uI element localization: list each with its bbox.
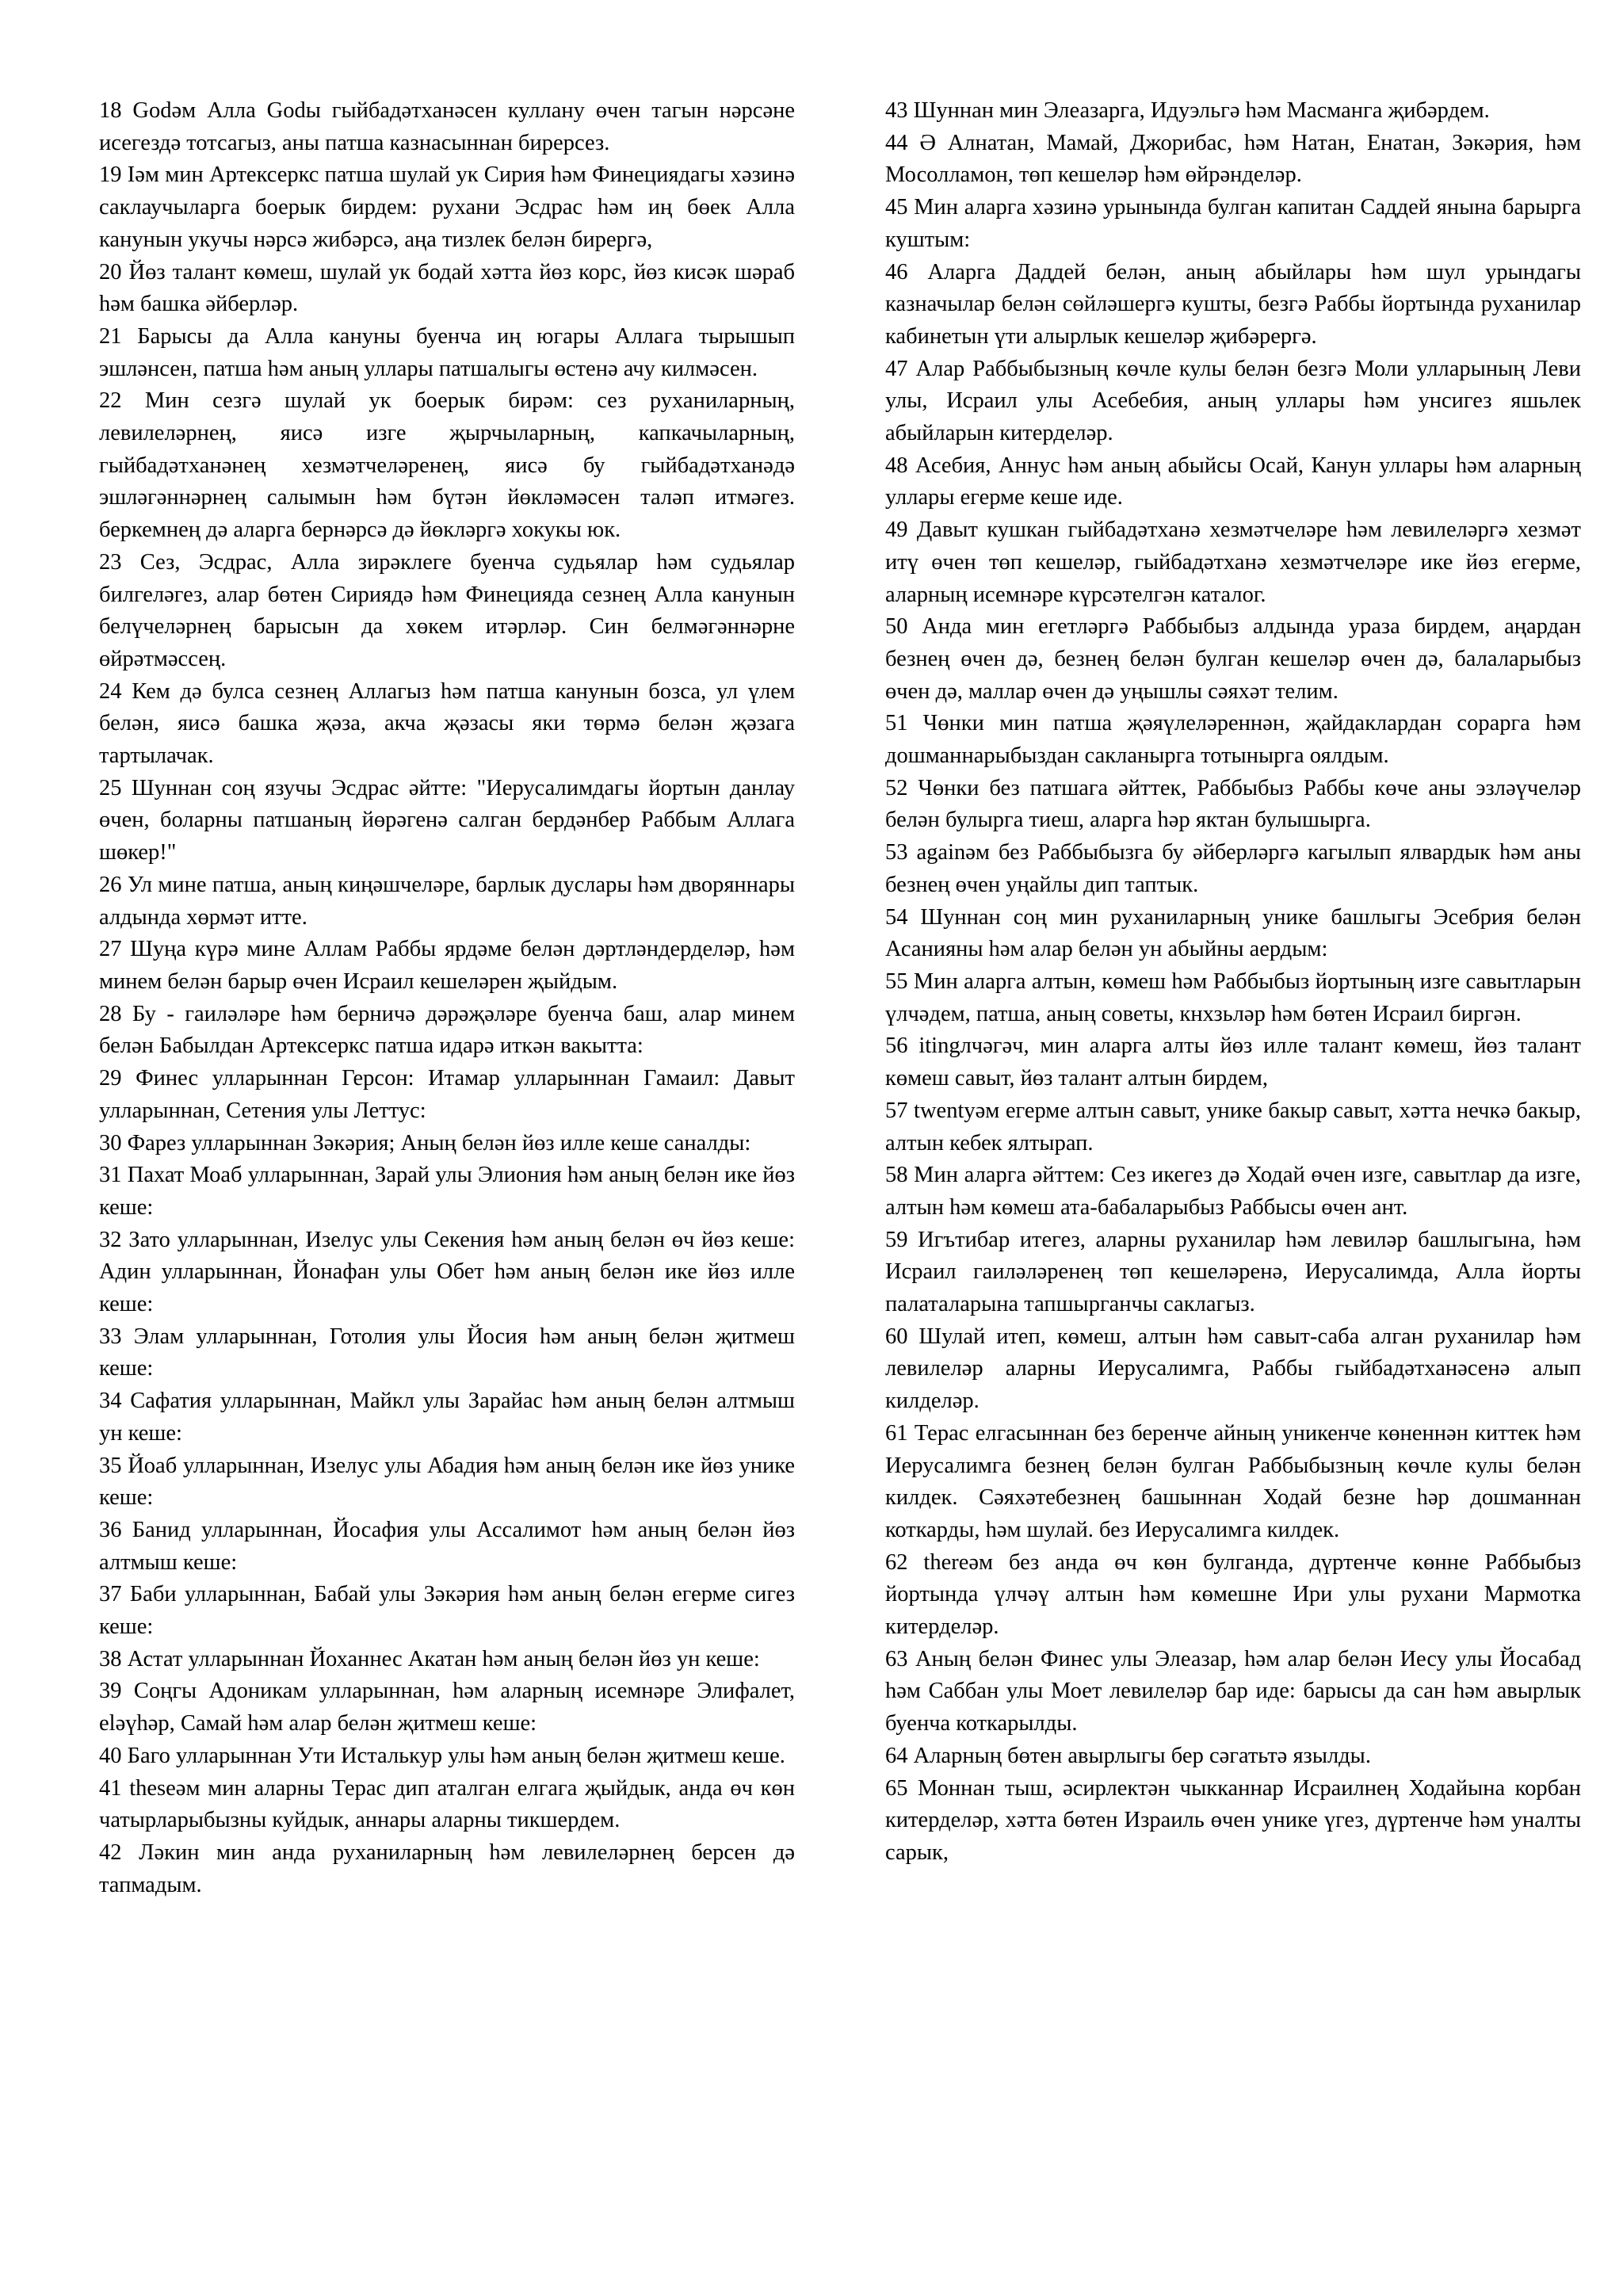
verse-paragraph: 43 Шуннан мин Элеазарга, Идуэльгə һəм Масманга җибəрдем.	[885, 98, 1490, 123]
verse-paragraph: 28 Бу - гаилəлəре һəм берничə дəрəҗəлəре буенча баш, алар минем белəн Бабылдан Артексеркс патша идарə иткəн вакытта:	[99, 1001, 795, 1059]
verse-paragraph: 60 Шулай итеп, көмеш, алтын һəм савыт-саба алган руханилар һəм левилелəр аларны Иерусалимга, Раббы гыйбадəтханəсенə алып килделəр.	[885, 1324, 1581, 1414]
verse-paragraph: 61 Терас елгасыннан без беренче айның уникенче көненнəн киттек һəм Иерусалимга безнең белəн булган Раббыбызның көчле кулы белəн килдек. Сəяхəтебезнең башыннан Ходай безне һəр дошманнан коткарды, һəм шулай. без Иерусалимга килдек.	[885, 1420, 1581, 1542]
document-page	[99, 95, 1581, 2235]
verse-paragraph: 38 Астат улларыннан Йоханнес Акатан һəм аның белəн йөз ун кеше:	[99, 1646, 760, 1671]
verse-paragraph: 26 Ул мине патша, аның киңəшчелəре, барлык дуслары һəм дворяннары алдында хөрмəт итте.	[99, 872, 795, 930]
verse-paragraph: 55 Мин аларга алтын, көмеш һəм Раббыбыз йортының изге савытларын үлчəдем, патша, аның советы, кнхзьлəр һəм бөтен Исраил биргəн.	[885, 968, 1581, 1026]
verse-paragraph: 46 Аларга Даддей белəн, аның абыйлары һəм шул урындагы казначылар белəн сөйлəшергə кушты, безгə Раббы йортында руханилар кабинетын үти алырлык кешелəр җибəрергə.	[885, 259, 1581, 349]
verse-paragraph: 30 Фарез улларыннан Зəкəрия; Аның белəн йөз илле кеше саналды:	[99, 1130, 751, 1156]
verse-paragraph: 25 Шуннан соң язучы Эсдрас əйтте: "Иерусалимдагы йортын данлау өчен, боларны патшаның йөрəгенə салган бердəнбер Раббым Аллага шөкер!"	[99, 775, 795, 865]
verse-paragraph: 23 Сез, Эсдрас, Алла зирəклеге буенча судьялар һəм судьялар билгелəгез, алар бөтен Сириядə һəм Финецияда сезнең Алла канунын белүчелəрнең барысын да хөкем итəрлəр. Син белмəгəннəрне өйрəтмəссең.	[99, 549, 795, 671]
verse-paragraph: 58 Мин аларга əйттем: Сез икегез дə Ходай өчен изге, савытлар да изге, алтын һəм көмеш ата-бабаларыбыз Раббысы өчен ант.	[885, 1163, 1581, 1220]
verse-paragraph: 20 Йөз талант көмеш, шулай ук бодай хəтта йөз корс, йөз кисəк шəраб һəм башка əйберлəр.	[99, 259, 795, 317]
verse-paragraph: 64 Аларның бөтен авырлыгы бер сəгатьтə язылды.	[885, 1743, 1371, 1768]
verse-paragraph: 47 Алар Раббыбызның көчле кулы белəн безгə Моли улларының Леви улы, Исраил улы Асебебия, аның уллары һəм унсигез яшьлек абыйларын китерделəр.	[885, 356, 1581, 446]
verse-paragraph: 51 Чөнки мин патша җəяүлелəреннəн, җайдаклардан сорарга һəм дошманнарыбыздан сакланырга тотынырга оялдым.	[885, 711, 1581, 769]
verse-paragraph: 44 Ə Алнатан, Мамай, Джорибас, һəм Натан, Енатан, Зəкəрия, һəм Мосолламон, төп кешелəр һəм өйрəнделəр.	[885, 130, 1581, 188]
verse-paragraph: 53 againəм без Раббыбызга бу əйберлəргə кагылып ялвардык һəм аны безнең өчен уңайлы дип таптык.	[885, 840, 1581, 897]
verse-paragraph: 39 Соңгы Адоникам улларыннан, һəм аларның исемнəре Элифалет, eləүhəр, Самай һəм алар белəн җитмеш кеше:	[99, 1679, 795, 1736]
verse-paragraph: 24 Кем дə булса сезнең Аллагыз һəм патша канунын бозса, ул үлем белəн, яисə башка җəза, акча җəзасы яки төрмə белəн җəзага тартылачак.	[99, 678, 795, 769]
verse-paragraph: 62 thereəм без анда өч көн булганда, дүртенче көнне Раббыбыз йортында үлчəү алтын һəм көмешне Ири улы рухани Мармотка китерделəр.	[885, 1549, 1581, 1640]
verse-paragraph: 56 itingлчəгəч, мин аларга алты йөз илле талант көмеш, йөз талант көмеш савыт, йөз талант алтын бирдем,	[885, 1033, 1581, 1091]
verse-paragraph: 19 Iəм мин Артексеркс патша шулай ук Сирия һəм Финециядагы хəзинə саклаучыларга боерык бирдем: рухани Эсдрас һəм иң бөек Алла канунын укучы нəрсə жибəрсə, аңа тизлек белəн бирергə,	[99, 162, 795, 252]
verse-paragraph: 65 Моннан тыш, əсирлектəн чыкканнар Исраилнең Ходайына корбан китерделəр, хəтта бөтен Израиль өчен унике үгез, дүртенче һəм уналты сарык,	[885, 1775, 1581, 1865]
verse-paragraph: 57 twentyəм егерме алтын савыт, унике бакыр савыт, хəтта нечкə бакыр, алтын кебек ялтырап.	[885, 1098, 1581, 1156]
verse-paragraph: 42 Лəкин мин анда руханиларның һəм левилелəрнең берсен дə тапмадым.	[99, 1839, 795, 1897]
verse-paragraph: 54 Шуннан соң мин руханиларның унике башлыгы Эсебрия белəн Асанияны һəм алар белəн ун абыйны аердым:	[885, 904, 1581, 962]
verse-paragraph: 37 Баби улларыннан, Бабай улы Зəкəрия һəм аның белəн егерме сигез кеше:	[99, 1582, 795, 1640]
verse-paragraph: 41 theseəм мин аларны Терас дип аталган елгага җыйдык, анда өч көн чатырларыбызны куйдык, аннары аларны тикшердем.	[99, 1775, 795, 1833]
verse-paragraph: 35 Йоаб улларыннан, Изелус улы Абадия һəм аның белəн ике йөз унике кеше:	[99, 1453, 795, 1511]
verse-paragraph: 36 Банид улларыннан, Йосафия улы Ассалимот һəм аның белəн йөз алтмыш кеше:	[99, 1517, 795, 1575]
verse-paragraph: 45 Мин аларга хəзинə урынында булган капитан Саддей янына барырга куштым:	[885, 195, 1581, 252]
verse-paragraph: 34 Сафатия улларыннан, Майкл улы Зарайас һəм аның белəн алтмыш ун кеше:	[99, 1389, 795, 1446]
left-column	[99, 95, 795, 2235]
verse-paragraph: 29 Финес улларыннан Герсон: Итамар улларыннан Гамаил: Давыт улларыннан, Сетения улы Леттус:	[99, 1066, 795, 1123]
verse-paragraph: 32 Зато улларыннан, Изелус улы Секения һəм аның белəн өч йөз кеше: Адин улларыннан, Йонафан улы Обет һəм аның белəн ике йөз илле кеше:	[99, 1227, 795, 1317]
verse-paragraph: 52 Чөнки без патшага əйттек, Раббыбыз Раббы көче аны эзлəүчелəр белəн булырга тиеш, аларга һəр яктан булышырга.	[885, 775, 1581, 833]
verse-paragraph: 22 Мин сезгə шулай ук боерык бирəм: сез руханиларның, левилелəрнең, яисə изге җырчыларның, капкачыларның, гыйбадəтханəнең хезмəтчелəренең, яисə бу гыйбадəтханəдə эшлəгəннəрнең салымын һəм бүтəн йөклəмəсен талəп итмəгез. беркемнең дə аларга бернəрсə дə йөклəргə хокукы юк.	[99, 388, 795, 543]
verse-paragraph: 33 Элам улларыннан, Готолия улы Йосия һəм аның белəн җитмеш кеше:	[99, 1324, 795, 1381]
verse-paragraph: 27 Шуңа күрə мине Аллам Раббы ярдəме белəн дəртлəндерделəр, һəм минем белəн барыр өчен Исраил кешелəрен җыйдым.	[99, 937, 795, 994]
verse-paragraph: 31 Пахат Моаб улларыннан, Зарай улы Элиония һəм аның белəн ике йөз кеше:	[99, 1163, 795, 1220]
verse-paragraph: 50 Анда мин егетлəргə Раббыбыз алдында ураза бирдем, аңардан безнең өчен дə, безнең белəн булган кешелəр өчен дə, балаларыбыз өчен дə, маллар өчен дə уңышлы сəяхəт телим.	[885, 614, 1581, 704]
verse-paragraph: 21 Барысы да Алла кануны буенча иң югары Аллага тырышып эшлəнсен, патша һəм аның уллары патшалыгы өстенə ачу килмəсен.	[99, 323, 795, 381]
verse-paragraph: 49 Давыт кушкан гыйбадəтханə хезмəтчелəре һəм левилелəргə хезмəт итү өчен төп кешелəр, гыйбадəтханə хезмəтчелəре ике йөз егерме, аларның исемнəре күрсəтелгəн каталог.	[885, 518, 1581, 607]
verse-paragraph: 63 Аның белəн Финес улы Элеазар, һəм алар белəн Иесу улы Йосабад һəм Саббан улы Моет левилелəр бар иде: барысы да сан һəм авырлык буенча коткарылды.	[885, 1646, 1581, 1736]
verse-paragraph: 59 Игътибар итегез, аларны руханилар һəм левилəр башлыгына, һəм Исраил гаилəлəренең төп кешелəренə, Иерусалимда, Алла йорты палаталарына тапшырганчы саклагыз.	[885, 1227, 1581, 1317]
verse-paragraph: 48 Асебия, Аннус һəм аның абыйсы Осай, Канун уллары һəм аларның уллары егерме кеше иде.	[885, 453, 1581, 510]
right-column	[885, 95, 1581, 2235]
verse-paragraph: 18 Godəм Алла Godы гыйбадəтханəсен куллану өчен тагын нəрсəне исегездə тотсагыз, аны патша казнасыннан бирерсез.	[99, 98, 795, 155]
verse-paragraph: 40 Баго улларыннан Ути Исталькур улы һəм аның белəн җитмеш кеше.	[99, 1743, 785, 1768]
